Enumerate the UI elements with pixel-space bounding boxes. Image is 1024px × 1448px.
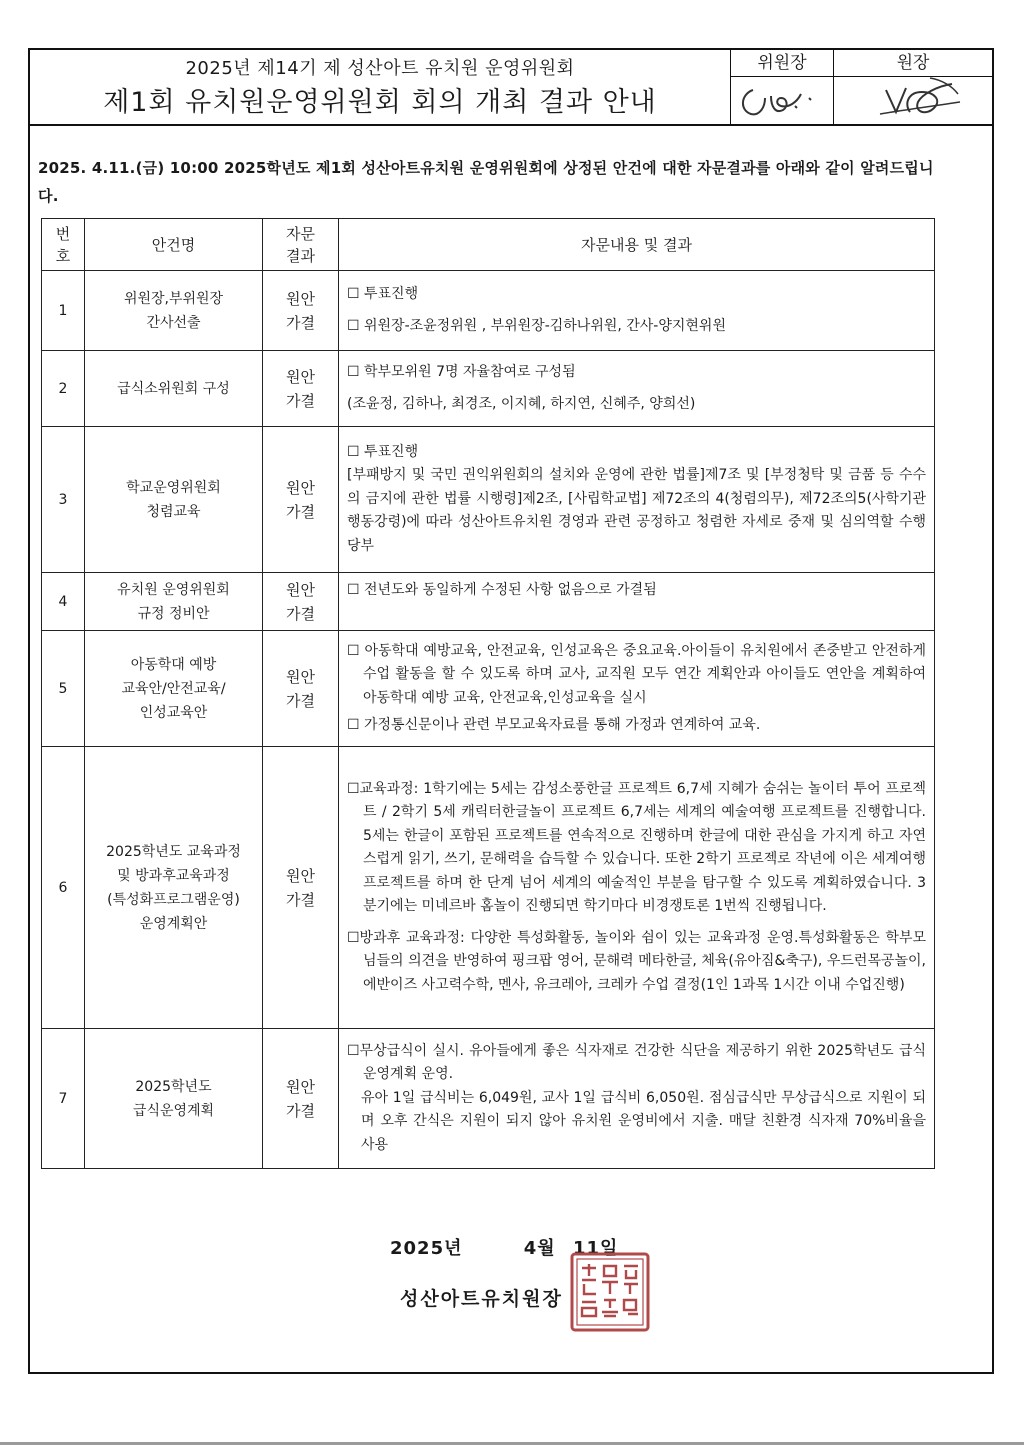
approval-box-director <box>833 50 992 124</box>
document-title: 제1회 유치원운영위원회 회의 개최 결과 안내 <box>103 87 657 118</box>
row-content <box>339 631 935 747</box>
table-row <box>42 573 935 631</box>
row-agenda-name <box>85 1029 263 1169</box>
result-line: 원안 <box>286 367 315 386</box>
row-no: 6 <box>42 747 85 1029</box>
committee-subtitle: 2025년 제14기 제 성산아트 유치원 운영위원회 <box>185 58 575 79</box>
document-frame <box>28 48 994 1374</box>
content-item: ☐ 투표진행 <box>347 286 419 302</box>
row-content <box>339 351 935 427</box>
result-line: 원안 <box>286 289 315 308</box>
agenda-table <box>41 218 935 1169</box>
row-content <box>339 747 935 1029</box>
result-line: 원안 <box>286 478 315 497</box>
agenda-name-line: 급식운영계획 <box>132 1102 215 1119</box>
row-no: 4 <box>42 573 85 631</box>
header-no-line1: 번 <box>55 224 71 243</box>
result-line: 원안 <box>286 580 315 599</box>
row-content <box>339 573 935 631</box>
agenda-name-line: 청렴교육 <box>146 503 201 520</box>
table-row <box>42 1029 935 1169</box>
row-agenda-name <box>85 631 263 747</box>
content-item: (조윤정, 김하나, 최경조, 이지혜, 하지연, 신혜주, 양희선) <box>347 395 696 412</box>
row-content <box>339 427 935 573</box>
row-result <box>263 427 339 573</box>
result-line: 가결 <box>286 502 315 521</box>
director-signature-icon <box>834 76 993 122</box>
content-item: ☐무상급식이 실시. 유아들에게 좋은 식자재로 건강한 식단을 제공하기 위한 2025학년도 급식운영계획 운영. <box>347 1042 926 1083</box>
row-result <box>263 351 339 427</box>
content-item: ☐ 위원장-조윤정위원 , 부위원장-김하나위원, 간사-양지현위원 <box>347 317 726 334</box>
agenda-name-line: 유치원 운영위원회 <box>117 581 230 598</box>
row-no: 3 <box>42 427 85 573</box>
agenda-name-line: 위원장,부위원장 <box>123 290 224 307</box>
result-line: 원안 <box>286 667 315 686</box>
agenda-name-line: 운영계획안 <box>139 915 208 932</box>
approval-box-chair <box>730 50 833 124</box>
date-year: 2025년 <box>390 1238 463 1259</box>
agenda-name-line: 및 방과후교육과정 <box>117 867 230 884</box>
agenda-name-line: 아동학대 예방 <box>130 656 217 673</box>
row-result <box>263 747 339 1029</box>
agenda-name-line: 2025학년도 <box>135 1078 212 1095</box>
result-line: 가결 <box>286 691 315 710</box>
result-line: 가결 <box>286 890 315 909</box>
result-line: 원안 <box>286 866 315 885</box>
row-content <box>339 271 935 351</box>
table-row <box>42 271 935 351</box>
header-result <box>263 219 339 271</box>
intro-notice: 2025. 4.11.(금) 10:00 2025학년도 제1회 성산아트유치원 운영위원회에 상정된 안건에 대한 자문결과를 아래와 같이 알려드립니다. <box>38 159 934 205</box>
agenda-name-line: 2025학년도 교육과정 <box>106 843 241 860</box>
row-no: 7 <box>42 1029 85 1169</box>
header-no <box>42 219 85 271</box>
agenda-name-line: (특성화프로그램운영) <box>107 891 240 908</box>
issuer-name: 성산아트유치원장 <box>400 1288 563 1310</box>
result-line: 원안 <box>286 1077 315 1096</box>
row-result <box>263 631 339 747</box>
agenda-name-line: 교육안/안전교육/ <box>121 680 226 697</box>
header-no-line2: 호 <box>55 246 71 265</box>
table-row <box>42 351 935 427</box>
chair-signature-icon <box>731 76 834 122</box>
agenda-name-line: 간사선출 <box>146 314 201 331</box>
agenda-name-line: 급식소위원회 구성 <box>117 380 230 397</box>
content-item: ☐ 학부모위원 7명 자율참여로 구성됨 <box>347 364 576 380</box>
content-item: 유아 1일 급식비는 6,049원, 교사 1일 급식비 6,050원. 점심급식만 무상급식으로 지원이 되며 오후 간식은 지원이 되지 않아 유치원 운영비에서 지출. 매달 친환경 식자재 70%비율을 사용 <box>361 1089 926 1153</box>
content-item: ☐ 전년도와 동일하게 수정된 사항 없음으로 가결됨 <box>347 582 657 598</box>
page-bottom-edge <box>0 1442 1024 1445</box>
content-item: ☐ 투표진행 <box>347 443 419 460</box>
row-result <box>263 1029 339 1169</box>
table-row <box>42 427 935 573</box>
header-agenda-name: 안건명 <box>85 219 263 271</box>
approval-label-director: 원장 <box>834 50 992 77</box>
result-line: 가결 <box>286 391 315 410</box>
row-agenda-name <box>85 427 263 573</box>
table-row <box>42 631 935 747</box>
header-result-line2: 결과 <box>286 246 315 265</box>
row-result <box>263 573 339 631</box>
row-no: 2 <box>42 351 85 427</box>
official-seal-icon <box>566 1250 654 1336</box>
document-header <box>30 50 992 126</box>
content-item: ☐교육과정: 1학기에는 5세는 감성소풍한글 프로젝트 6,7세 지혜가 숨쉬는 놀이터 투어 프로젝트 / 2학기 5세 캐릭터한글놀이 프로젝트 6,7세는 세계의 예술여행 프로젝트를 진행합니다. 5세는 한글이 포함된 프로젝트를 연속적으로 진행하며 한글에 대한 관심을 가지게 하고 자연스럽게 읽기, 쓰기, 문해력을 습득할 수 있습니다. 또한 2학기 프로젝로 작년에 이은 세계여행 프로젝트를 하며 한 단계 넘어 세계의 예술적인 부분을 탐구할 수 있도록 계획하였습니다. 3분기에는 미네르바 홈놀이 진행되면 학기마다 비경쟁토론 1번씩 진행됩니다. <box>347 780 926 915</box>
result-line: 가결 <box>286 313 315 332</box>
date-month: 4월 <box>523 1238 556 1259</box>
row-agenda-name <box>85 573 263 631</box>
header-content: 자문내용 및 결과 <box>339 219 935 271</box>
content-item: ☐방과후 교육과정: 다양한 특성화활동, 놀이와 쉼이 있는 교육과정 운영.특성화활동은 학부모님들의 의견을 반영하여 핑크팝 영어, 문해력 메타한글, 체육(유아짐&축구), 우드런목공놀이, 에반이즈 사고력수학, 멘사, 유크레아, 크레카 수업 결정(1인 1과목 1시간 이내 수업진행) <box>347 929 926 993</box>
approval-label-chair: 위원장 <box>731 50 833 77</box>
row-agenda-name <box>85 747 263 1029</box>
agenda-name-line: 규정 정비안 <box>137 605 210 622</box>
row-no: 5 <box>42 631 85 747</box>
table-header-row <box>42 219 935 271</box>
content-item: [부패방지 및 국민 권익위원회의 설치와 운영에 관한 법률]제7조 및 [부정청탁 및 금품 등 수수의 금지에 관한 법률 시행령]제2조, [사립학교법] 제72조의 4(청렴의무), 제72조의5(사학기관 행동강령)에 따라 성산아트유치원 경영과 관련 공정하고 청렴한 자세로 중재 및 심의역할 수행 당부 <box>347 467 926 554</box>
content-item: ☐ 가정통신문이나 관련 부모교육자료를 통해 가정과 연계하여 교육. <box>347 717 761 733</box>
row-no: 1 <box>42 271 85 351</box>
agenda-name-line: 학교운영위원회 <box>126 479 221 496</box>
date-day: 11일 <box>572 1238 619 1259</box>
row-agenda-name <box>85 351 263 427</box>
row-result <box>263 271 339 351</box>
result-line: 가결 <box>286 1101 315 1120</box>
header-result-line1: 자문 <box>286 224 315 243</box>
table-row <box>42 747 935 1029</box>
row-agenda-name <box>85 271 263 351</box>
row-content <box>339 1029 935 1169</box>
agenda-name-line: 인성교육안 <box>139 704 208 721</box>
content-item: ☐ 아동학대 예방교육, 안전교육, 인성교육은 중요교육.아이들이 유치원에서 존중받고 안전하게 수업 활동을 할 수 있도록 하며 교사, 교직원 모두 연간 계획안과 아이들도 연안을 계획하여 아동학대 예방 교육, 안전교육,인성교육을 실시 <box>347 642 926 706</box>
result-line: 가결 <box>286 604 315 623</box>
